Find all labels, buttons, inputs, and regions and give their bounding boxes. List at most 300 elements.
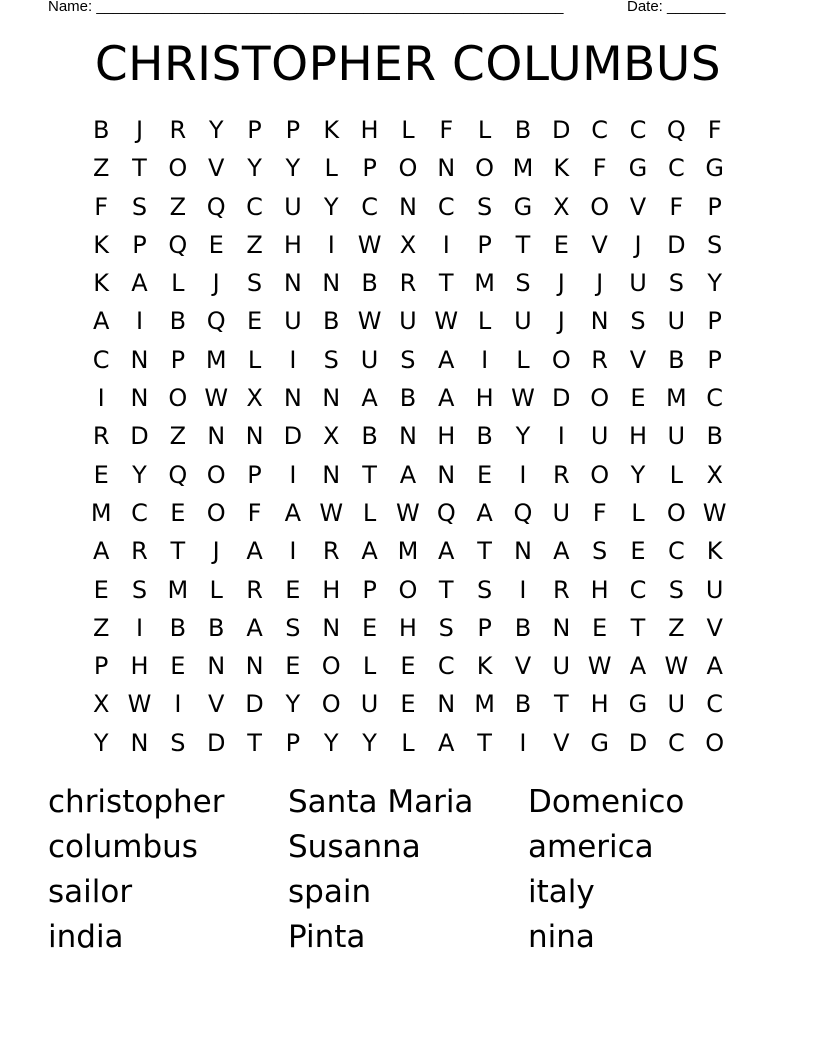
grid-row	[82, 494, 734, 532]
grid-letter: O	[590, 384, 610, 413]
grid-letter: S	[668, 575, 684, 604]
grid-letter: N	[322, 384, 341, 413]
grid-row	[82, 724, 734, 762]
grid-letter: Q	[513, 498, 533, 527]
grid-letter: E	[170, 498, 186, 527]
grid-letter: N	[322, 460, 341, 489]
grid-letter: R	[552, 460, 570, 489]
grid-letter: K	[476, 652, 493, 681]
grid-letter: H	[398, 613, 417, 642]
grid-letter: D	[206, 728, 226, 757]
page-title: CHRISTOPHER COLUMBUS	[94, 37, 722, 92]
grid-letter: B	[706, 422, 723, 451]
grid-letter: E	[285, 652, 301, 681]
grid-letter: J	[212, 537, 220, 566]
grid-letter: C	[667, 537, 685, 566]
grid-row	[82, 379, 734, 417]
grid-letter: D	[552, 384, 571, 413]
grid-letter: N	[590, 307, 609, 336]
grid-letter: U	[360, 345, 379, 374]
grid-letter: I	[557, 422, 565, 451]
grid-letter: L	[516, 345, 530, 374]
grid-letter: S	[438, 613, 454, 642]
grid-letter: E	[361, 613, 378, 642]
grid-letter: L	[631, 498, 645, 527]
grid-letter: O	[321, 690, 341, 719]
grid-letter: D	[628, 728, 648, 757]
grid-letter: C	[667, 728, 685, 757]
grid-letter: N	[398, 422, 417, 451]
word-list-item: india	[48, 919, 124, 955]
grid-row	[82, 188, 734, 226]
grid-letter: E	[592, 613, 608, 642]
grid-letter: N	[283, 269, 302, 298]
grid-letter: O	[206, 498, 226, 527]
grid-letter: O	[168, 154, 188, 183]
grid-letter: N	[322, 269, 341, 298]
grid-letter: N	[207, 422, 226, 451]
grid-letter: J	[135, 116, 144, 144]
grid-letter: I	[519, 460, 527, 489]
grid-letter: I	[289, 537, 297, 566]
grid-letter: I	[519, 728, 527, 757]
grid-letter: H	[437, 422, 456, 451]
grid-letter: J	[212, 269, 220, 298]
grid-letter: Q	[666, 116, 686, 144]
grid-letter: F	[247, 498, 262, 527]
grid-letter: S	[131, 575, 148, 604]
word-list-item: italy	[528, 874, 595, 910]
grid-letter: B	[361, 269, 378, 298]
grid-letter: D	[552, 116, 571, 144]
grid-letter: L	[324, 154, 338, 183]
grid-letter: A	[476, 498, 493, 527]
grid-letter: A	[361, 384, 378, 413]
grid-letter: J	[596, 269, 604, 298]
grid-letter: R	[131, 537, 148, 566]
grid-letter: G	[590, 728, 609, 757]
grid-letter: R	[552, 575, 570, 604]
grid-letter: S	[131, 192, 148, 221]
word-list-item: columbus	[48, 829, 198, 865]
grid-letter: B	[399, 384, 417, 413]
grid-letter: V	[207, 690, 225, 719]
grid-letter: M	[90, 498, 112, 527]
grid-letter: P	[285, 728, 301, 757]
grid-letter: C	[246, 192, 263, 221]
grid-letter: V	[706, 613, 723, 642]
grid-letter: U	[360, 690, 379, 719]
grid-letter: N	[437, 690, 456, 719]
grid-letter: G	[705, 154, 724, 183]
grid-letter: A	[361, 537, 378, 566]
grid-letter: C	[591, 116, 609, 144]
grid-letter: A	[706, 652, 723, 681]
grid-letter: E	[246, 307, 263, 336]
grid-letter: F	[707, 116, 722, 144]
grid-letter: B	[514, 690, 532, 719]
grid-letter: R	[169, 116, 187, 144]
grid-letter: U	[667, 307, 686, 336]
grid-letter: A	[246, 613, 263, 642]
grid-letter: C	[437, 192, 455, 221]
grid-letter: D	[667, 230, 686, 259]
grid-letter: I	[519, 575, 527, 604]
grid-letter: Y	[323, 192, 339, 221]
grid-letter: A	[92, 537, 110, 566]
grid-letter: L	[401, 728, 415, 757]
grid-letter: N	[552, 613, 571, 642]
grid-letter: M	[474, 690, 495, 719]
grid-row	[82, 111, 734, 149]
grid-row	[82, 264, 734, 302]
grid-letter: S	[668, 269, 684, 298]
grid-letter: B	[361, 422, 378, 451]
grid-letter: O	[590, 460, 610, 489]
grid-letter: H	[283, 230, 302, 259]
grid-letter: T	[438, 575, 454, 604]
grid-letter: P	[170, 345, 186, 374]
grid-letter: O	[321, 652, 341, 681]
grid-letter: U	[399, 307, 417, 336]
grid-letter: Y	[247, 154, 262, 183]
grid-letter: B	[514, 116, 532, 144]
grid-letter: U	[590, 422, 609, 451]
word-list-item: Santa Maria	[288, 784, 474, 820]
grid-row	[82, 647, 734, 685]
grid-row	[82, 532, 734, 570]
grid-letter: A	[629, 652, 647, 681]
grid-letter: W	[357, 307, 382, 336]
grid-letter: Z	[246, 230, 263, 259]
grid-letter: N	[437, 154, 456, 183]
grid-letter: N	[207, 652, 226, 681]
grid-letter: A	[438, 345, 455, 374]
grid-letter: B	[476, 422, 493, 451]
grid-letter: A	[284, 498, 302, 527]
grid-letter: H	[360, 116, 379, 144]
word-list	[48, 780, 768, 960]
grid-letter: S	[476, 575, 493, 604]
grid-letter: J	[557, 269, 565, 298]
grid-letter: A	[438, 537, 455, 566]
grid-letter: E	[630, 384, 646, 413]
grid-letter: B	[668, 345, 685, 374]
grid-letter: X	[399, 230, 417, 259]
word-list-item: Pinta	[288, 919, 366, 955]
grid-letter: S	[476, 192, 493, 221]
grid-letter: U	[552, 652, 571, 681]
grid-letter: M	[474, 269, 495, 298]
grid-letter: W	[127, 690, 152, 719]
grid-letter: P	[477, 230, 492, 259]
grid-letter: E	[400, 652, 416, 681]
word-list-item: Domenico	[528, 784, 685, 820]
grid-letter: Y	[362, 728, 377, 757]
grid-letter: A	[553, 537, 570, 566]
grid-letter: V	[207, 154, 225, 183]
grid-letter: T	[170, 537, 186, 566]
grid-letter: H	[130, 652, 149, 681]
grid-letter: O	[666, 498, 686, 527]
grid-letter: Y	[208, 116, 224, 144]
grid-letter: P	[477, 613, 492, 642]
grid-letter: C	[361, 192, 378, 221]
grid-letter: S	[630, 307, 646, 336]
grid-letter: S	[515, 269, 531, 298]
grid-letter: U	[284, 307, 302, 336]
grid-letter: F	[439, 116, 454, 144]
grid-letter: C	[92, 345, 110, 374]
word-list-item: Susanna	[288, 829, 421, 865]
grid-letter: U	[667, 690, 686, 719]
grid-letter: C	[706, 384, 724, 413]
grid-letter: S	[170, 728, 186, 757]
grid-letter: Q	[436, 498, 456, 527]
grid-letter: Q	[168, 460, 188, 489]
grid-letter: S	[246, 269, 263, 298]
grid-letter: Z	[169, 192, 187, 221]
grid-letter: N	[513, 537, 532, 566]
grid-letter: L	[401, 116, 415, 144]
grid-letter: B	[92, 116, 110, 144]
grid-letter: R	[246, 575, 263, 604]
grid-letter: O	[168, 384, 188, 413]
grid-letter: P	[132, 230, 147, 259]
date-field-label: Date: _______	[627, 0, 726, 15]
word-list-item: america	[528, 829, 654, 865]
grid-letter: E	[285, 575, 301, 604]
grid-letter: J	[557, 307, 565, 336]
grid-letter: P	[93, 652, 109, 681]
grid-row	[82, 149, 734, 187]
grid-letter: T	[477, 728, 492, 757]
grid-letter: U	[667, 422, 686, 451]
header	[48, 0, 740, 20]
word-list-item: nina	[528, 919, 595, 955]
grid-letter: L	[477, 116, 492, 144]
grid-letter: K	[93, 269, 110, 298]
grid-row	[82, 571, 734, 609]
grid-letter: Y	[132, 460, 147, 489]
grid-letter: E	[170, 652, 186, 681]
grid-letter: N	[398, 192, 417, 221]
grid-letter: N	[130, 728, 149, 757]
grid-letter: B	[207, 613, 225, 642]
grid-letter: H	[628, 422, 647, 451]
grid-letter: M	[397, 537, 419, 566]
grid-letter: W	[396, 498, 420, 527]
grid-letter: O	[398, 575, 418, 604]
grid-letter: X	[323, 422, 340, 451]
grid-letter: I	[135, 307, 144, 336]
grid-letter: T	[630, 613, 646, 642]
grid-letter: E	[630, 537, 646, 566]
grid-letter: Y	[93, 728, 109, 757]
grid-row	[82, 302, 734, 340]
grid-letter: O	[551, 345, 571, 374]
grid-letter: C	[629, 116, 647, 144]
grid-letter: H	[475, 384, 494, 413]
grid-letter: E	[93, 575, 109, 604]
grid-letter: P	[362, 575, 377, 604]
grid-letter: L	[362, 498, 377, 527]
grid-letter: Y	[285, 154, 301, 183]
grid-letter: X	[92, 690, 110, 719]
name-field-label: Name: ________________________________________________________	[48, 0, 564, 15]
grid-letter: E	[208, 230, 224, 259]
grid-letter: U	[284, 192, 302, 221]
grid-letter: I	[289, 345, 297, 374]
grid-letter: F	[592, 154, 607, 183]
grid-letter: O	[705, 728, 725, 757]
grid-letter: Y	[707, 269, 722, 298]
grid-letter: D	[130, 422, 149, 451]
grid-letter: B	[514, 613, 532, 642]
grid-letter: E	[400, 690, 416, 719]
grid-letter: G	[628, 154, 648, 183]
grid-letter: I	[97, 384, 105, 413]
grid-letter: I	[135, 613, 144, 642]
grid-letter: C	[667, 154, 685, 183]
grid-letter: W	[319, 498, 344, 527]
grid-letter: A	[131, 269, 148, 298]
grid-letter: E	[93, 460, 109, 489]
grid-letter: D	[283, 422, 303, 451]
grid-letter: K	[553, 154, 570, 183]
grid-letter: W	[587, 652, 612, 681]
grid-letter: Q	[206, 307, 226, 336]
grid-letter: Y	[515, 422, 531, 451]
grid-letter: M	[512, 154, 534, 183]
grid-letter: R	[399, 269, 417, 298]
grid-letter: P	[247, 116, 262, 144]
grid-letter: K	[706, 537, 723, 566]
grid-letter: U	[629, 269, 647, 298]
grid-letter: P	[247, 460, 262, 489]
grid-row	[82, 226, 734, 264]
grid-letter: A	[399, 460, 417, 489]
grid-letter: W	[702, 498, 727, 527]
grid-letter: R	[591, 345, 608, 374]
grid-letter: E	[553, 230, 569, 259]
grid-letter: O	[590, 192, 610, 221]
grid-letter: X	[246, 384, 263, 413]
grid-letter: C	[437, 652, 455, 681]
grid-letter: F	[592, 498, 607, 527]
grid-letter: H	[322, 575, 341, 604]
grid-letter: S	[400, 345, 416, 374]
grid-letter: I	[289, 460, 297, 489]
grid-letter: N	[245, 652, 264, 681]
grid-letter: L	[669, 460, 684, 489]
letter-grid	[82, 111, 734, 762]
grid-letter: V	[514, 652, 532, 681]
grid-letter: F	[94, 192, 109, 221]
grid-letter: A	[438, 728, 455, 757]
grid-letter: I	[174, 690, 182, 719]
grid-letter: Z	[169, 422, 187, 451]
grid-letter: A	[438, 384, 455, 413]
grid-row	[82, 609, 734, 647]
grid-letter: I	[327, 230, 335, 259]
grid-letter: L	[477, 307, 492, 336]
grid-letter: C	[629, 575, 647, 604]
grid-letter: V	[629, 345, 647, 374]
grid-letter: P	[707, 307, 722, 336]
word-list-item: christopher	[48, 784, 225, 820]
grid-letter: X	[553, 192, 570, 221]
grid-letter: T	[477, 537, 492, 566]
grid-letter: T	[553, 690, 569, 719]
grid-letter: T	[132, 154, 147, 183]
grid-letter: O	[475, 154, 495, 183]
grid-letter: N	[245, 422, 264, 451]
grid-letter: P	[362, 154, 377, 183]
grid-letter: K	[323, 116, 340, 144]
grid-letter: A	[92, 307, 110, 336]
grid-letter: L	[209, 575, 223, 604]
grid-letter: P	[707, 345, 722, 374]
grid-row	[82, 417, 734, 455]
grid-letter: T	[362, 460, 377, 489]
grid-letter: F	[669, 192, 684, 221]
grid-letter: L	[171, 269, 185, 298]
grid-letter: L	[247, 345, 262, 374]
grid-letter: B	[323, 307, 340, 336]
grid-letter: T	[438, 269, 454, 298]
grid-letter: Z	[668, 613, 685, 642]
grid-letter: N	[437, 460, 456, 489]
grid-letter: W	[357, 230, 382, 259]
word-list-item: sailor	[48, 874, 133, 910]
grid-letter: T	[247, 728, 262, 757]
grid-row	[82, 341, 734, 379]
grid-letter: V	[591, 230, 608, 259]
grid-letter: I	[442, 230, 450, 259]
grid-letter: N	[322, 613, 341, 642]
grid-letter: Z	[92, 613, 110, 642]
grid-letter: U	[514, 307, 532, 336]
grid-letter: Y	[285, 690, 301, 719]
grid-letter: Q	[206, 192, 226, 221]
grid-letter: S	[323, 345, 339, 374]
grid-letter: T	[515, 230, 531, 259]
grid-letter: I	[481, 345, 489, 374]
grid-letter: M	[665, 384, 687, 413]
grid-row	[82, 456, 734, 494]
grid-letter: W	[511, 384, 535, 413]
grid-letter: Y	[630, 460, 646, 489]
grid-row	[82, 685, 734, 723]
grid-letter: M	[205, 345, 227, 374]
grid-letter: W	[664, 652, 689, 681]
grid-letter: B	[169, 307, 187, 336]
grid-letter: H	[590, 575, 609, 604]
grid-letter: G	[513, 192, 533, 221]
grid-letter: D	[245, 690, 264, 719]
grid-letter: B	[169, 613, 187, 642]
grid-letter: K	[93, 230, 110, 259]
grid-letter: N	[283, 384, 302, 413]
grid-letter: C	[706, 690, 724, 719]
grid-letter: N	[130, 345, 149, 374]
grid-letter: V	[629, 192, 647, 221]
grid-letter: R	[92, 422, 110, 451]
grid-letter: Y	[323, 728, 339, 757]
word-list-item: spain	[288, 874, 372, 910]
grid-letter: Q	[168, 230, 188, 259]
